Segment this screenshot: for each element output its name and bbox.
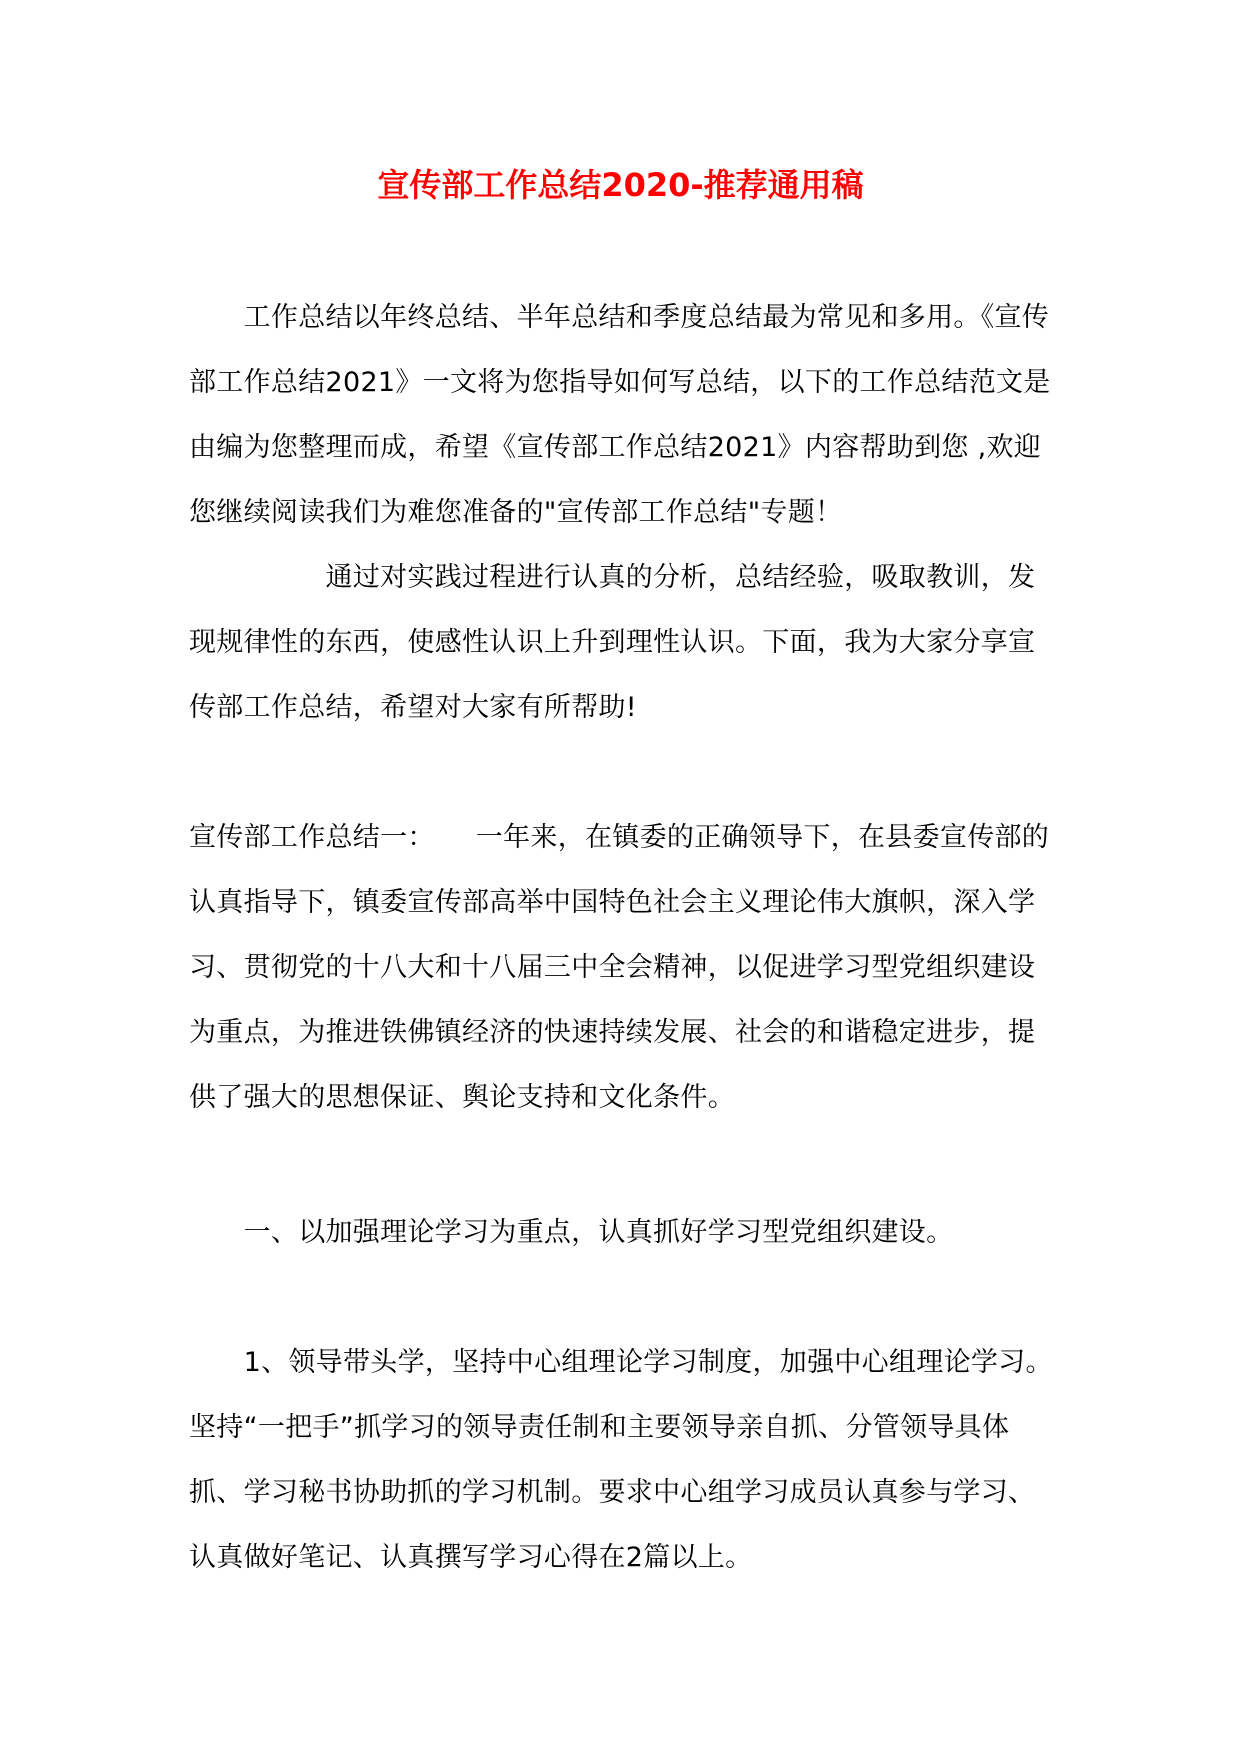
paragraph-preface: 通过对实践过程进行认真的分析，总结经验，吸取教训，发现规律性的东西，使感性认识上升到理性认识。下面，我为大家分享宣传部工作总结，希望对大家有所帮助! [189, 562, 1036, 723]
paragraph-intro: 工作总结以年终总结、半年总结和季度总结最为常见和多用。《宣传部工作总结2021》一文将为您指导如何写总结，以下的工作总结范文是由编为您整理而成，希望《宣传部工作总结2021》内容帮助到您 ,欢迎您继续阅读我们为难您准备的"宣传部工作总结"专题！ [189, 302, 1051, 528]
document-title: 宣传部工作总结2020-推荐通用稿 [377, 166, 864, 204]
paragraph-item-one: 1、领导带头学，坚持中心组理论学习制度，加强中心组理论学习。坚持“一把手”抓学习的领导责任制和主要领导亲自抓、分管领导具体抓、学习秘书协助抓的学习机制。要求中心组学习成员认真参与学习、认真做好笔记、认真撰写学习心得在2篇以上。 [189, 1347, 1053, 1573]
section-heading-one: 一、以加强理论学习为重点，认真抓好学习型党组织建设。 [189, 1217, 954, 1248]
paragraph-summary-one: 宣传部工作总结一： 一年来，在镇委的正确领导下，在县委宣传部的认真指导下，镇委宣传部高举中国特色社会主义理论伟大旗帜，深入学习、贯彻党的十八大和十八届三中全会精神，以促进学习型党组织建设为重点，为推进铁佛镇经济的快速持续发展、社会的和谐稳定进步，提供了强大的思想保证、舆论支持和文化条件。 [189, 822, 1050, 1113]
